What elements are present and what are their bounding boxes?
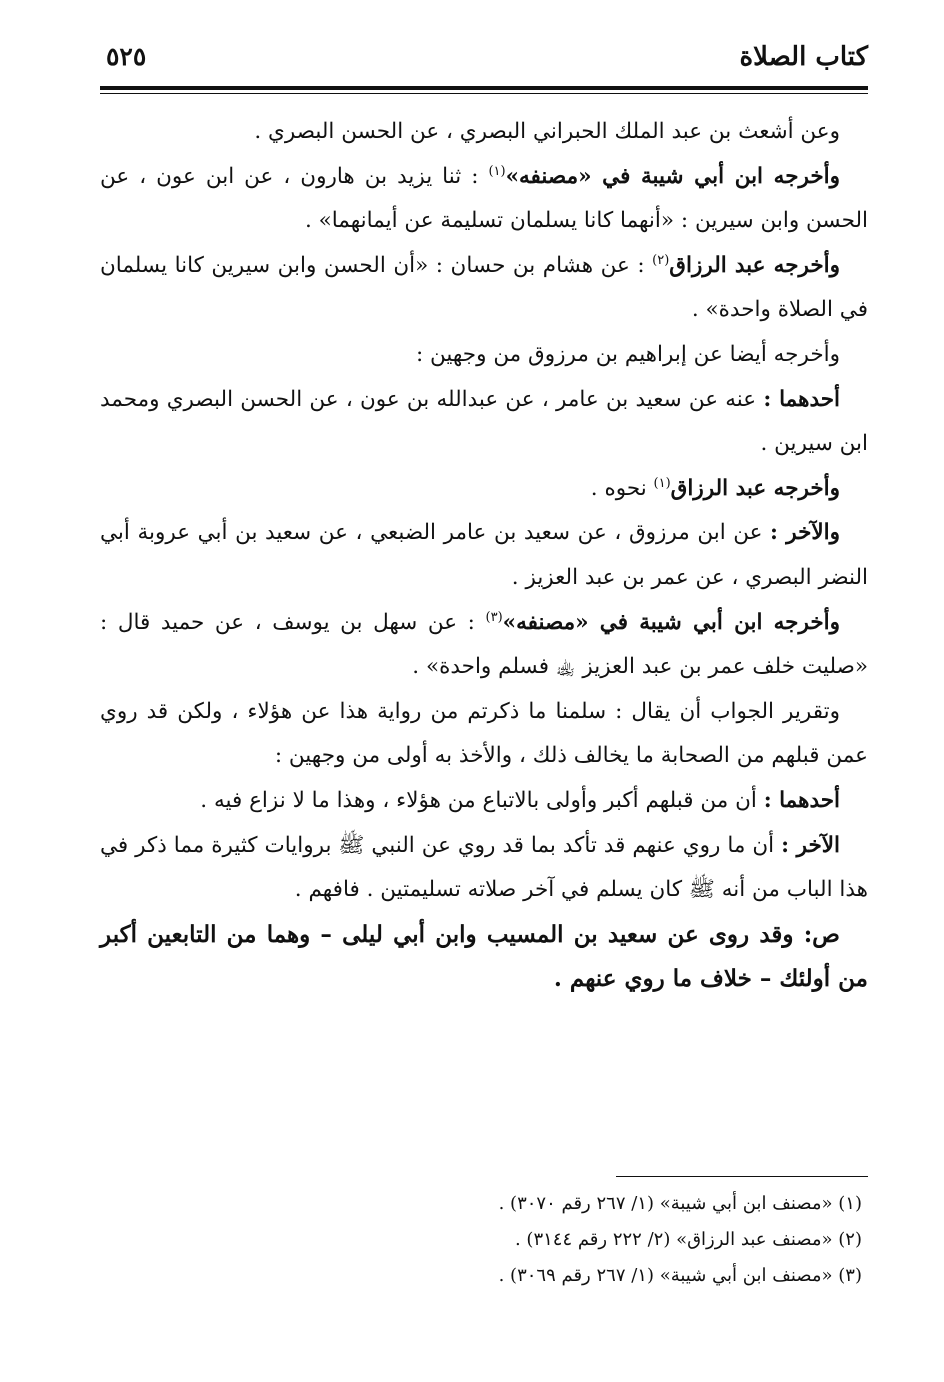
footnote-ref: (١) <box>488 163 506 179</box>
paragraph <box>100 467 868 512</box>
footnotes <box>100 1186 868 1294</box>
matn-paragraph <box>100 913 868 1002</box>
page-number: ٥٢٥ <box>106 42 147 71</box>
paragraph-text: عن ابن مرزوق ، عن سعيد بن عامر الضبعي ، عن سعيد بن أبي عروبة أبي النضر البصري ، عن عمر بن عبد العزيز . <box>100 520 868 590</box>
paragraph-lead: الآخر : <box>781 832 841 858</box>
paragraph <box>100 110 868 155</box>
paragraph-lead: وأخرجه ابن أبي شيبة في «مصنفه» <box>505 163 840 189</box>
paragraph <box>100 155 868 244</box>
footnote: (١) «مصنف ابن أبي شيبة» (١/ ٢٦٧ رقم ٣٠٧٠) . <box>498 1193 862 1214</box>
paragraph-lead: وأخرجه عبد الرزاق <box>670 475 840 501</box>
paragraph-text: أن ما روي عنهم قد تأكد بما قد روي عن النبي ﷺ بروايات كثيرة مما ذكر في هذا الباب من أنه ﷺ كان يسلم في آخر صلاته تسليمتين . فافهم . <box>100 832 868 903</box>
footnote: (٢) «مصنف عبد الرزاق» (٢/ ٢٢٢ رقم ٣١٤٤) . <box>514 1229 862 1250</box>
paragraph-lead: وأخرجه ابن أبي شيبة في «مصنفه» <box>502 609 840 635</box>
paragraph-text: : عن سهل بن يوسف ، عن حميد قال : «صليت خلف عمر بن عبد العزيز ﵀ فسلم واحدة» . <box>100 609 868 680</box>
paragraph <box>100 690 868 779</box>
main-text <box>100 110 868 1002</box>
paragraph-text: ص: وقد روى عن سعيد بن المسيب وابن أبي ليلى – وهما من التابعين أكبر من أولئك – خلاف ما روي عنهم . <box>100 920 868 993</box>
page-header <box>100 36 868 86</box>
footnote: (٣) «مصنف ابن أبي شيبة» (١/ ٢٦٧ رقم ٣٠٦٩) . <box>498 1265 862 1286</box>
paragraph-text: وتقرير الجواب أن يقال : سلمنا ما ذكرتم من رواية هذا عن هؤلاء ، ولكن قد روي عمن قبلهم من الصحابة ما يخالف ذلك ، والأخذ به أولى من وجهين : <box>100 698 868 769</box>
paragraph <box>100 511 868 600</box>
paragraph-lead: أحدهما : <box>763 386 840 412</box>
paragraph <box>100 601 868 690</box>
paragraph <box>100 333 868 378</box>
footnote-ref: (٣) <box>485 609 503 625</box>
paragraph-text: : ثنا يزيد بن هارون ، عن ابن عون ، عن الحسن وابن سيرين : «أنهما كانا يسلمان تسليمة عن أيمانهما» . <box>100 163 868 234</box>
paragraph-text: نحوه . <box>590 475 654 501</box>
paragraph-text: أن من قبلهم أكبر وأولى بالاتباع من هؤلاء ، وهذا ما لا نزاع فيه . <box>200 787 764 813</box>
footnote-ref: (١) <box>653 475 671 491</box>
footnote-ref: (٢) <box>652 252 670 268</box>
paragraph-text: وعن أشعث بن عبد الملك الحبراني البصري ، عن الحسن البصري . <box>254 119 840 144</box>
paragraph <box>100 824 868 913</box>
paragraph <box>100 378 868 467</box>
chapter-title: كتاب الصلاة <box>739 42 868 72</box>
header-rule-thin <box>100 93 868 94</box>
paragraph-text: : عن هشام بن حسان : «أن الحسن وابن سيرين كانا يسلمان في الصلاة واحدة» . <box>100 252 868 323</box>
paragraph-lead: وأخرجه عبد الرزاق <box>669 252 840 278</box>
paragraph <box>100 244 868 333</box>
footnote-rule <box>616 1176 868 1177</box>
paragraph <box>100 779 868 824</box>
paragraph-lead: أحدهما : <box>763 787 840 813</box>
paragraph-lead: والآخر : <box>770 520 840 546</box>
paragraph-text: وأخرجه أيضا عن إبراهيم بن مرزوق من وجهين : <box>415 341 840 367</box>
paragraph-text: عنه عن سعيد بن عامر ، عن عبدالله بن عون ، عن الحسن البصري ومحمد ابن سيرين . <box>100 386 868 457</box>
header-rule <box>100 86 868 90</box>
